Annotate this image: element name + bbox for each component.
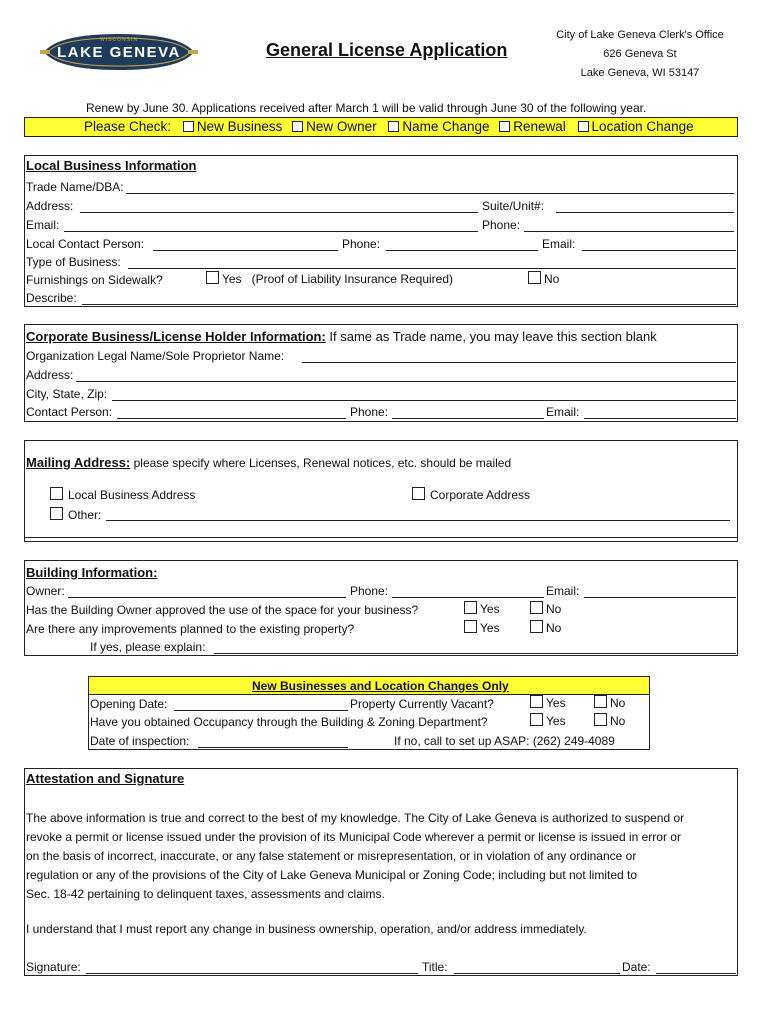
corp-email-label: Email:: [546, 405, 580, 419]
location-change-checkbox[interactable]: [578, 121, 589, 132]
occupancy-no-label: No: [610, 714, 626, 728]
please-check-label: Please Check:: [84, 119, 172, 134]
org-name-field[interactable]: [302, 362, 736, 363]
name-change-checkbox[interactable]: [388, 121, 399, 132]
renewal-label: Renewal: [513, 119, 566, 134]
signature-field[interactable]: [86, 973, 418, 974]
furnishings-yes-label: Yes (Proof of Liability Insurance Required): [222, 272, 454, 286]
approved-no-label: No: [546, 602, 562, 616]
renewal-checkbox[interactable]: [499, 121, 510, 132]
suite-label: Suite/Unit#:: [482, 199, 545, 213]
new-business-checkbox[interactable]: [183, 121, 194, 132]
office-line: City of Lake Geneva Clerk's Office: [556, 29, 724, 41]
corp-email-field[interactable]: [584, 418, 736, 419]
new-business-label: New Business: [196, 119, 283, 134]
owner-phone-field[interactable]: [392, 597, 544, 598]
mailing-heading: Mailing Address:: [26, 455, 131, 470]
corporate-note: If same as Trade name, you may leave this section blank: [325, 329, 657, 344]
furnishings-yes-checkbox[interactable]: [206, 271, 219, 284]
renew-note: Renew by June 30. Applications received after March 1 will be valid through June 30 of the following year.: [86, 101, 647, 115]
inspection-date-field[interactable]: [198, 747, 348, 748]
occupancy-question: Have you obtained Occupancy through the Building & Zoning Department?: [90, 715, 488, 729]
local-address-label: Local Business Address: [68, 488, 196, 502]
attestation-line: The above information is true and correct to the best of my knowledge. The City of Lake Geneva is authorized to suspend or: [26, 811, 685, 825]
office-address: [540, 26, 740, 83]
mailing-note: please specify where Licenses, Renewal notices, etc. should be mailed: [130, 456, 512, 470]
attestation-line: regulation or any of the provisions of the City of Lake Geneva Municipal or Zoning Code; including but not limited to: [26, 868, 638, 882]
mailing-heading-row: [26, 455, 511, 470]
business-type-label: Type of Business:: [26, 255, 121, 269]
signature-title-label: Title:: [422, 960, 448, 974]
other-address-field[interactable]: [106, 520, 730, 521]
vacant-yes-checkbox[interactable]: [530, 695, 543, 708]
contact-email-label: Email:: [542, 237, 576, 251]
call-note: If no, call to set up ASAP: (262) 249-4089: [394, 734, 615, 748]
corporate-address-checkbox[interactable]: [412, 487, 425, 500]
local-business-heading: Local Business Information: [26, 158, 197, 173]
new-owner-label: New Owner: [306, 119, 377, 134]
improvements-no-label: No: [546, 621, 562, 635]
improvements-yes-label: Yes: [480, 621, 500, 635]
improvements-no-checkbox[interactable]: [530, 620, 543, 633]
corporate-address-label: Corporate Address: [430, 488, 531, 502]
vacant-label: Property Currently Vacant?: [350, 697, 494, 711]
attestation-line: on the basis of incorrect, inaccurate, or any false statement or misrepresentation, or in violation of any ordinance or: [26, 849, 637, 863]
occupancy-no-checkbox[interactable]: [594, 713, 607, 726]
page-title: General License Application: [266, 40, 508, 60]
vacant-no-label: No: [610, 696, 626, 710]
approved-yes-label: Yes: [480, 602, 500, 616]
describe-label: Describe:: [26, 291, 77, 305]
office-line: Lake Geneva, WI 53147: [580, 67, 700, 79]
contact-person-field[interactable]: [153, 250, 338, 251]
occupancy-yes-checkbox[interactable]: [530, 713, 543, 726]
phone-field[interactable]: [524, 231, 734, 232]
attestation-line: Sec. 18-42 pertaining to delinquent taxes, assessments and claims.: [26, 887, 385, 901]
describe-field[interactable]: [82, 304, 736, 305]
contact-phone-field[interactable]: [386, 250, 538, 251]
corporate-heading: Corporate Business/License Holder Information:: [26, 329, 326, 344]
explain-field[interactable]: [214, 653, 736, 654]
city-state-zip-field[interactable]: [112, 400, 736, 401]
explain-label: If yes, please explain:: [90, 640, 206, 654]
address-label: Address:: [26, 199, 74, 213]
email-label: Email:: [26, 218, 60, 232]
signature-title-field[interactable]: [454, 973, 620, 974]
contact-email-field[interactable]: [582, 250, 736, 251]
office-line: 626 Geneva St: [603, 48, 677, 60]
owner-email-label: Email:: [546, 584, 580, 598]
approved-no-checkbox[interactable]: [530, 601, 543, 614]
vacant-no-checkbox[interactable]: [594, 695, 607, 708]
improvements-yes-checkbox[interactable]: [464, 620, 477, 633]
logo-text: LAKE GENEVA: [57, 44, 181, 61]
contact-person-label: Local Contact Person:: [26, 237, 145, 251]
signature-label: Signature:: [26, 960, 81, 974]
corporate-heading-row: [26, 329, 657, 344]
corp-phone-label: Phone:: [350, 405, 389, 419]
owner-phone-label: Phone:: [350, 584, 389, 598]
furnishings-no-label: No: [544, 272, 560, 286]
furnishings-label: Furnishings on Sidewalk?: [26, 273, 163, 287]
contact-phone-label: Phone:: [342, 237, 381, 251]
logo-small-text: WISCONSIN: [100, 37, 138, 43]
owner-email-field[interactable]: [584, 597, 736, 598]
attestation-paragraph: [26, 809, 684, 904]
occupancy-yes-label: Yes: [546, 714, 566, 728]
owner-label: Owner:: [26, 584, 65, 598]
other-address-field-2[interactable]: [24, 537, 738, 538]
suite-field[interactable]: [556, 212, 734, 213]
attestation-heading: Attestation and Signature: [26, 771, 185, 786]
opening-date-label: Opening Date:: [90, 697, 168, 711]
attestation-line: revoke a permit or license issued under the provision of its Municipal Code wherever a permit or license is issued in error or: [26, 830, 681, 844]
new-owner-checkbox[interactable]: [292, 121, 303, 132]
other-address-checkbox[interactable]: [50, 507, 63, 520]
city-state-zip-label: City, State, Zip:: [26, 387, 108, 401]
trade-name-field[interactable]: [126, 193, 734, 194]
please-check-row: [84, 119, 694, 134]
corp-contact-field[interactable]: [117, 418, 346, 419]
local-address-checkbox[interactable]: [50, 487, 63, 500]
address-field[interactable]: [80, 212, 478, 213]
improvements-question: Are there any improvements planned to the existing property?: [26, 622, 355, 636]
corp-address-field[interactable]: [76, 381, 736, 382]
corp-contact-label: Contact Person:: [26, 405, 113, 419]
city-logo: [38, 30, 200, 74]
location-change-label: Location Change: [591, 119, 694, 134]
signature-date-field[interactable]: [656, 973, 736, 974]
vacant-yes-label: Yes: [546, 696, 566, 710]
furnishings-no-checkbox[interactable]: [528, 271, 541, 284]
name-change-label: Name Change: [402, 119, 490, 134]
owner-field[interactable]: [68, 597, 346, 598]
email-field[interactable]: [64, 231, 478, 232]
opening-date-field[interactable]: [174, 710, 348, 711]
signature-date-label: Date:: [622, 960, 651, 974]
new-business-heading: New Businesses and Location Changes Only: [252, 679, 509, 693]
corp-phone-field[interactable]: [392, 418, 544, 419]
inspection-date-label: Date of inspection:: [90, 734, 190, 748]
trade-name-label: Trade Name/DBA:: [26, 180, 124, 194]
org-name-label: Organization Legal Name/Sole Proprietor Name:: [26, 349, 285, 363]
business-type-field[interactable]: [128, 268, 736, 269]
approved-yes-checkbox[interactable]: [464, 601, 477, 614]
owner-approved-question: Has the Building Owner approved the use of the space for your business?: [26, 603, 419, 617]
phone-label: Phone:: [482, 218, 521, 232]
other-address-label: Other:: [68, 508, 102, 522]
report-statement: I understand that I must report any change in business ownership, operation, and/or address immediately.: [26, 922, 587, 936]
corp-address-label: Address:: [26, 368, 74, 382]
building-heading: Building Information:: [26, 565, 158, 580]
